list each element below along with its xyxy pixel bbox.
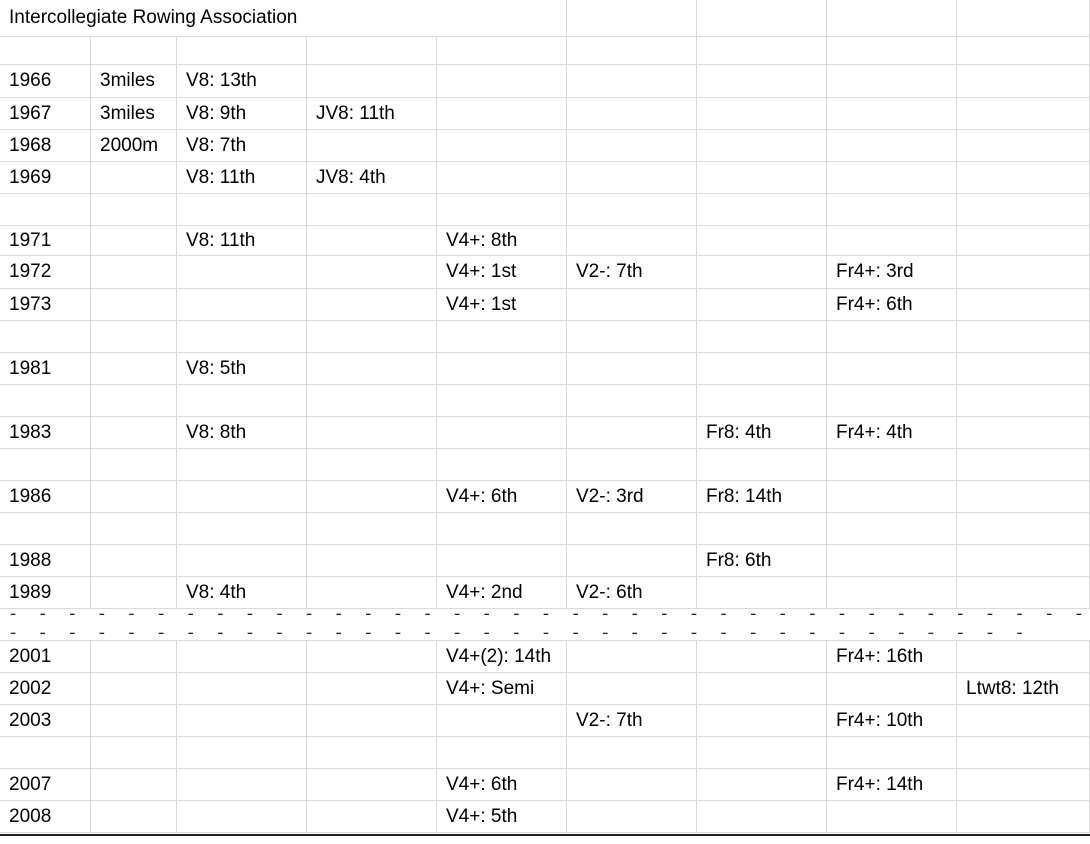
distance-cell[interactable] [91,417,177,448]
result-cell[interactable] [177,481,307,512]
result-cell[interactable] [697,769,827,800]
result-cell[interactable] [567,513,697,544]
result-cell[interactable]: V8: 8th [177,417,307,448]
result-cell[interactable] [177,801,307,832]
year-row [0,256,1090,289]
result-cell[interactable] [697,449,827,480]
distance-cell[interactable] [91,641,177,672]
distance-cell[interactable] [91,801,177,832]
result-cell[interactable]: V2-: 7th [567,705,697,736]
result-cell[interactable] [567,65,697,97]
year-cell[interactable]: 1967 [0,98,91,129]
result-cell[interactable] [697,37,827,64]
grid-cell[interactable] [437,0,567,36]
result-cell[interactable] [827,513,957,544]
result-cell[interactable] [307,226,437,255]
result-cell[interactable] [307,673,437,704]
result-cell[interactable]: V8: 7th [177,130,307,161]
result-cell[interactable] [307,513,437,544]
year-row [0,641,1090,673]
result-cell[interactable] [827,545,957,576]
result-cell[interactable] [177,256,307,288]
year-row [0,98,1090,130]
grid-cell[interactable] [697,0,827,36]
result-cell[interactable] [957,545,1090,576]
sheet-title-cell[interactable] [0,0,437,36]
result-cell[interactable]: Fr8: 6th [697,545,827,576]
result-cell[interactable] [307,321,437,352]
result-cell[interactable]: V4+: 8th [437,226,567,255]
year-cell[interactable] [0,385,91,416]
distance-cell[interactable] [91,194,177,225]
result-cell[interactable] [437,353,567,384]
result-cell[interactable] [957,737,1090,768]
result-cell[interactable] [307,417,437,448]
result-cell[interactable] [957,162,1090,193]
result-cell[interactable] [437,513,567,544]
year-row [0,545,1090,577]
result-cell[interactable] [567,545,697,576]
year-cell[interactable]: 2001 [0,641,91,672]
distance-cell[interactable] [91,481,177,512]
year-cell[interactable]: 1983 [0,417,91,448]
result-cell[interactable] [957,769,1090,800]
result-cell[interactable] [177,705,307,736]
grid-cell[interactable] [567,0,697,36]
year-cell[interactable]: 1988 [0,545,91,576]
blank-row [0,737,1090,769]
result-cell[interactable]: V4+: 1st [437,256,567,288]
result-cell[interactable] [567,37,697,64]
result-cell[interactable]: JV8: 4th [307,162,437,193]
result-cell[interactable] [437,162,567,193]
result-cell[interactable] [437,321,567,352]
year-row [0,417,1090,449]
result-cell[interactable]: V4+: 5th [437,801,567,832]
result-cell[interactable] [697,130,827,161]
bottom-border-line [0,834,1090,836]
result-cell[interactable] [827,321,957,352]
result-cell[interactable]: V8: 11th [177,226,307,255]
result-cell[interactable] [437,385,567,416]
year-row [0,769,1090,801]
result-cell[interactable]: V2-: 3rd [567,481,697,512]
year-cell[interactable]: 2002 [0,673,91,704]
result-cell[interactable] [177,545,307,576]
result-cell[interactable] [697,226,827,255]
result-cell[interactable] [957,481,1090,512]
result-cell[interactable] [437,417,567,448]
sheet-title: Intercollegiate Rowing Association [9,7,298,28]
distance-cell[interactable] [91,162,177,193]
distance-cell[interactable] [91,321,177,352]
distance-cell[interactable] [91,256,177,288]
year-row [0,289,1090,321]
result-cell[interactable]: Fr4+: 4th [827,417,957,448]
result-cell[interactable] [307,289,437,320]
year-cell[interactable]: 1972 [0,256,91,288]
result-cell[interactable]: V4+: 6th [437,769,567,800]
year-cell[interactable] [0,194,91,225]
result-cell[interactable]: V8: 11th [177,162,307,193]
result-cell[interactable]: Fr4+: 10th [827,705,957,736]
result-cell[interactable] [437,98,567,129]
result-cell[interactable] [567,98,697,129]
distance-cell[interactable] [91,769,177,800]
result-cell[interactable] [697,641,827,672]
result-cell[interactable] [697,289,827,320]
result-cell[interactable] [697,256,827,288]
result-cell[interactable]: V4+(2): 14th [437,641,567,672]
year-cell[interactable]: 1986 [0,481,91,512]
result-cell[interactable] [957,353,1090,384]
distance-cell[interactable] [91,737,177,768]
result-cell[interactable]: V8: 5th [177,353,307,384]
result-cell[interactable] [567,162,697,193]
result-cell[interactable] [827,577,957,608]
result-cell[interactable]: V4+: 1st [437,289,567,320]
distance-cell[interactable] [91,513,177,544]
result-cell[interactable] [307,449,437,480]
result-cell[interactable] [307,256,437,288]
dashed-divider: - - - - - - - - - - - - - - - - - - - - - - - - - - - - - - - - - - - - - - - - - - - - - - - - - - - - - - - - - - - - - - - - - - - - - - - - [8,605,1089,644]
result-cell[interactable] [697,673,827,704]
result-cell[interactable] [697,65,827,97]
result-cell[interactable] [437,37,567,64]
result-cell[interactable] [827,385,957,416]
result-cell[interactable] [827,449,957,480]
result-cell[interactable] [957,577,1090,608]
result-cell[interactable] [827,673,957,704]
blank-row [0,321,1090,353]
result-cell[interactable] [437,545,567,576]
result-cell[interactable] [567,641,697,672]
result-cell[interactable] [567,417,697,448]
result-cell[interactable]: Fr4+: 6th [827,289,957,320]
grid-cell[interactable] [957,0,1090,36]
year-cell[interactable]: 2008 [0,801,91,832]
result-cell[interactable] [307,577,437,608]
distance-cell[interactable] [91,545,177,576]
distance-cell[interactable] [91,37,177,64]
result-cell[interactable]: V8: 4th [177,577,307,608]
result-cell[interactable] [957,65,1090,97]
year-row [0,65,1090,98]
result-cell[interactable] [957,130,1090,161]
result-cell[interactable] [957,256,1090,288]
result-cell[interactable]: Fr8: 4th [697,417,827,448]
result-cell[interactable] [827,162,957,193]
year-cell[interactable]: 1973 [0,289,91,320]
result-cell[interactable] [177,449,307,480]
result-cell[interactable] [697,737,827,768]
result-cell[interactable] [567,289,697,320]
result-cell[interactable] [567,226,697,255]
result-cell[interactable] [437,65,567,97]
result-cell[interactable] [957,801,1090,832]
result-cell[interactable] [827,65,957,97]
blank-row [0,449,1090,481]
blank-row [0,385,1090,417]
result-cell[interactable] [957,705,1090,736]
result-cell[interactable]: JV8: 11th [307,98,437,129]
result-cell[interactable] [177,37,307,64]
result-cell[interactable] [697,705,827,736]
result-cell[interactable]: Fr4+: 16th [827,641,957,672]
year-cell[interactable] [0,37,91,64]
distance-cell[interactable] [91,226,177,255]
result-cell[interactable] [957,513,1090,544]
result-cell[interactable] [957,98,1090,129]
result-cell[interactable] [437,130,567,161]
blank-row [0,513,1090,545]
distance-cell[interactable] [91,577,177,608]
result-cell[interactable]: V8: 13th [177,65,307,97]
year-row [0,577,1090,609]
result-cell[interactable] [957,289,1090,320]
grid-cell[interactable] [827,0,957,36]
result-cell[interactable] [567,673,697,704]
result-cell[interactable] [697,194,827,225]
result-cell[interactable] [177,641,307,672]
distance-cell[interactable] [91,353,177,384]
result-cell[interactable] [307,705,437,736]
year-cell[interactable]: 1971 [0,226,91,255]
result-cell[interactable]: Fr4+: 3rd [827,256,957,288]
year-row [0,481,1090,513]
result-cell[interactable] [567,385,697,416]
result-cell[interactable]: Fr4+: 14th [827,769,957,800]
result-cell[interactable] [437,705,567,736]
result-cell[interactable] [307,353,437,384]
divider-row [0,605,1090,644]
distance-cell[interactable]: 3miles [91,65,177,97]
result-cell[interactable] [177,194,307,225]
result-cell[interactable] [307,385,437,416]
result-cell[interactable] [307,545,437,576]
distance-cell[interactable]: 2000m [91,130,177,161]
result-cell[interactable] [307,769,437,800]
result-cell[interactable] [827,37,957,64]
result-cell[interactable] [827,194,957,225]
distance-cell[interactable] [91,705,177,736]
year-row [0,130,1090,162]
year-row [0,353,1090,385]
result-cell[interactable] [177,513,307,544]
result-cell[interactable]: Ltwt8: 12th [957,673,1090,704]
year-cell[interactable] [0,449,91,480]
result-cell[interactable] [307,801,437,832]
year-cell[interactable] [0,321,91,352]
distance-cell[interactable]: 3miles [91,98,177,129]
result-cell[interactable] [827,353,957,384]
result-cell[interactable] [307,65,437,97]
blank-row [0,37,1090,65]
result-cell[interactable] [177,321,307,352]
result-cell[interactable] [697,801,827,832]
result-cell[interactable] [307,481,437,512]
result-cell[interactable] [957,417,1090,448]
result-cell[interactable] [827,481,957,512]
blank-row [0,194,1090,226]
result-cell[interactable] [177,737,307,768]
year-cell[interactable]: 2007 [0,769,91,800]
distance-cell[interactable] [91,385,177,416]
title-row [0,0,1090,37]
year-cell[interactable]: 1989 [0,577,91,608]
result-cell[interactable] [957,449,1090,480]
result-cell[interactable] [567,353,697,384]
result-cell[interactable] [567,194,697,225]
year-cell[interactable]: 2003 [0,705,91,736]
result-cell[interactable] [827,130,957,161]
result-cell[interactable] [697,98,827,129]
result-cell[interactable] [957,321,1090,352]
result-cell[interactable]: V4+: 2nd [437,577,567,608]
result-cell[interactable] [177,673,307,704]
result-cell[interactable] [697,577,827,608]
result-cell[interactable] [567,449,697,480]
result-cell[interactable] [957,226,1090,255]
year-row [0,705,1090,737]
result-cell[interactable] [957,641,1090,672]
year-cell[interactable]: 1966 [0,65,91,97]
result-cell[interactable]: V2-: 6th [567,577,697,608]
result-cell[interactable] [827,801,957,832]
result-cell[interactable] [177,769,307,800]
result-cell[interactable] [307,737,437,768]
result-cell[interactable] [957,37,1090,64]
result-cell[interactable] [957,385,1090,416]
result-cell[interactable] [697,385,827,416]
year-cell[interactable] [0,737,91,768]
result-cell[interactable] [307,194,437,225]
result-cell[interactable] [307,130,437,161]
result-cell[interactable] [567,769,697,800]
result-cell[interactable] [437,737,567,768]
year-row [0,801,1090,833]
result-cell[interactable]: V4+: Semi [437,673,567,704]
result-cell[interactable] [827,226,957,255]
result-cell[interactable] [177,289,307,320]
result-cell[interactable]: V2-: 7th [567,256,697,288]
year-cell[interactable]: 1968 [0,130,91,161]
year-cell[interactable]: 1969 [0,162,91,193]
result-cell[interactable] [957,194,1090,225]
result-cell[interactable] [437,449,567,480]
result-cell[interactable] [697,321,827,352]
year-row [0,226,1090,256]
result-cell[interactable] [307,37,437,64]
distance-cell[interactable] [91,289,177,320]
year-row [0,673,1090,705]
result-cell[interactable] [697,162,827,193]
result-cell[interactable]: Fr8: 14th [697,481,827,512]
result-cell[interactable] [697,513,827,544]
result-cell[interactable] [307,641,437,672]
distance-cell[interactable] [91,673,177,704]
result-cell[interactable] [827,98,957,129]
result-cell[interactable] [567,321,697,352]
result-cell[interactable] [567,737,697,768]
distance-cell[interactable] [91,449,177,480]
result-cell[interactable] [827,737,957,768]
result-cell[interactable]: V4+: 6th [437,481,567,512]
result-cell[interactable] [177,385,307,416]
result-cell[interactable] [567,801,697,832]
year-cell[interactable] [0,513,91,544]
result-cell[interactable]: V8: 9th [177,98,307,129]
result-cell[interactable] [437,194,567,225]
year-row [0,162,1090,194]
result-cell[interactable] [697,353,827,384]
year-cell[interactable]: 1981 [0,353,91,384]
result-cell[interactable] [567,130,697,161]
